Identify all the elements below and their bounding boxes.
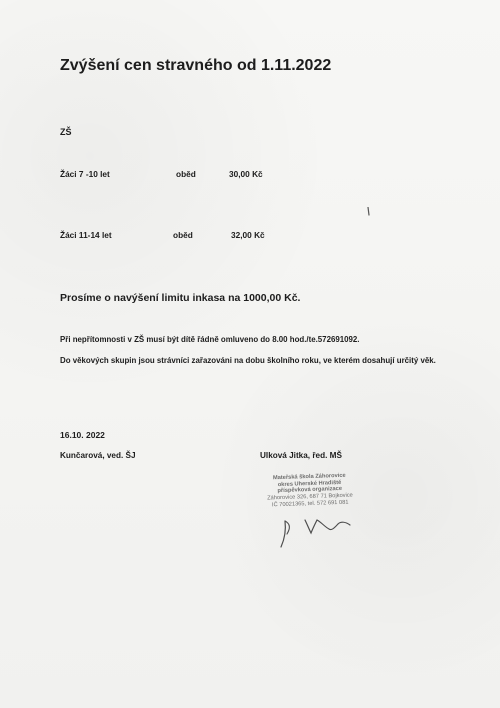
right-signatory: Ulková Jitka, řed. MŠ bbox=[260, 451, 342, 460]
price-row-value: 32,00 Kč bbox=[231, 230, 265, 240]
price-row-meal: oběd bbox=[173, 230, 193, 240]
price-row-meal: oběd bbox=[176, 169, 196, 179]
document-title: Zvýšení cen stravného od 1.11.2022 bbox=[60, 57, 332, 74]
price-row-group: Žáci 11-14 let bbox=[60, 230, 112, 240]
stamp-line: Záhorovice 326, 687 71 Bojkovice bbox=[267, 492, 353, 502]
handwritten-signature bbox=[277, 500, 355, 550]
stamp-line: příspěvková organizace bbox=[277, 486, 343, 495]
stamp-line: Mateřská škola Záhorovice bbox=[272, 472, 346, 482]
stamp-line: IČ 70021365, tel. 572 691 081 bbox=[271, 499, 349, 509]
absence-note: Při nepřítomnosti v ZŠ musí být dítě řádně omluveno do 8.00 hod./te.572691092. bbox=[60, 335, 360, 344]
stamp-line: okres Uherské Hradiště bbox=[277, 479, 342, 488]
age-group-note: Do věkových skupin jsou strávníci zařazováni na dobu školního roku, ve kterém dosahují určitý věk. bbox=[60, 356, 436, 365]
price-row-value: 30,00 Kč bbox=[229, 169, 263, 179]
limit-request-text: Prosíme o navýšení limitu inkasa na 1000,00 Kč. bbox=[60, 292, 301, 304]
left-signatory: Kunčarová, ved. ŠJ bbox=[60, 451, 136, 460]
paper-speck bbox=[366, 207, 370, 216]
document-date: 16.10. 2022 bbox=[60, 430, 105, 440]
price-row-group: Žáci 7 -10 let bbox=[60, 169, 110, 179]
section-label: ZŠ bbox=[60, 127, 72, 137]
